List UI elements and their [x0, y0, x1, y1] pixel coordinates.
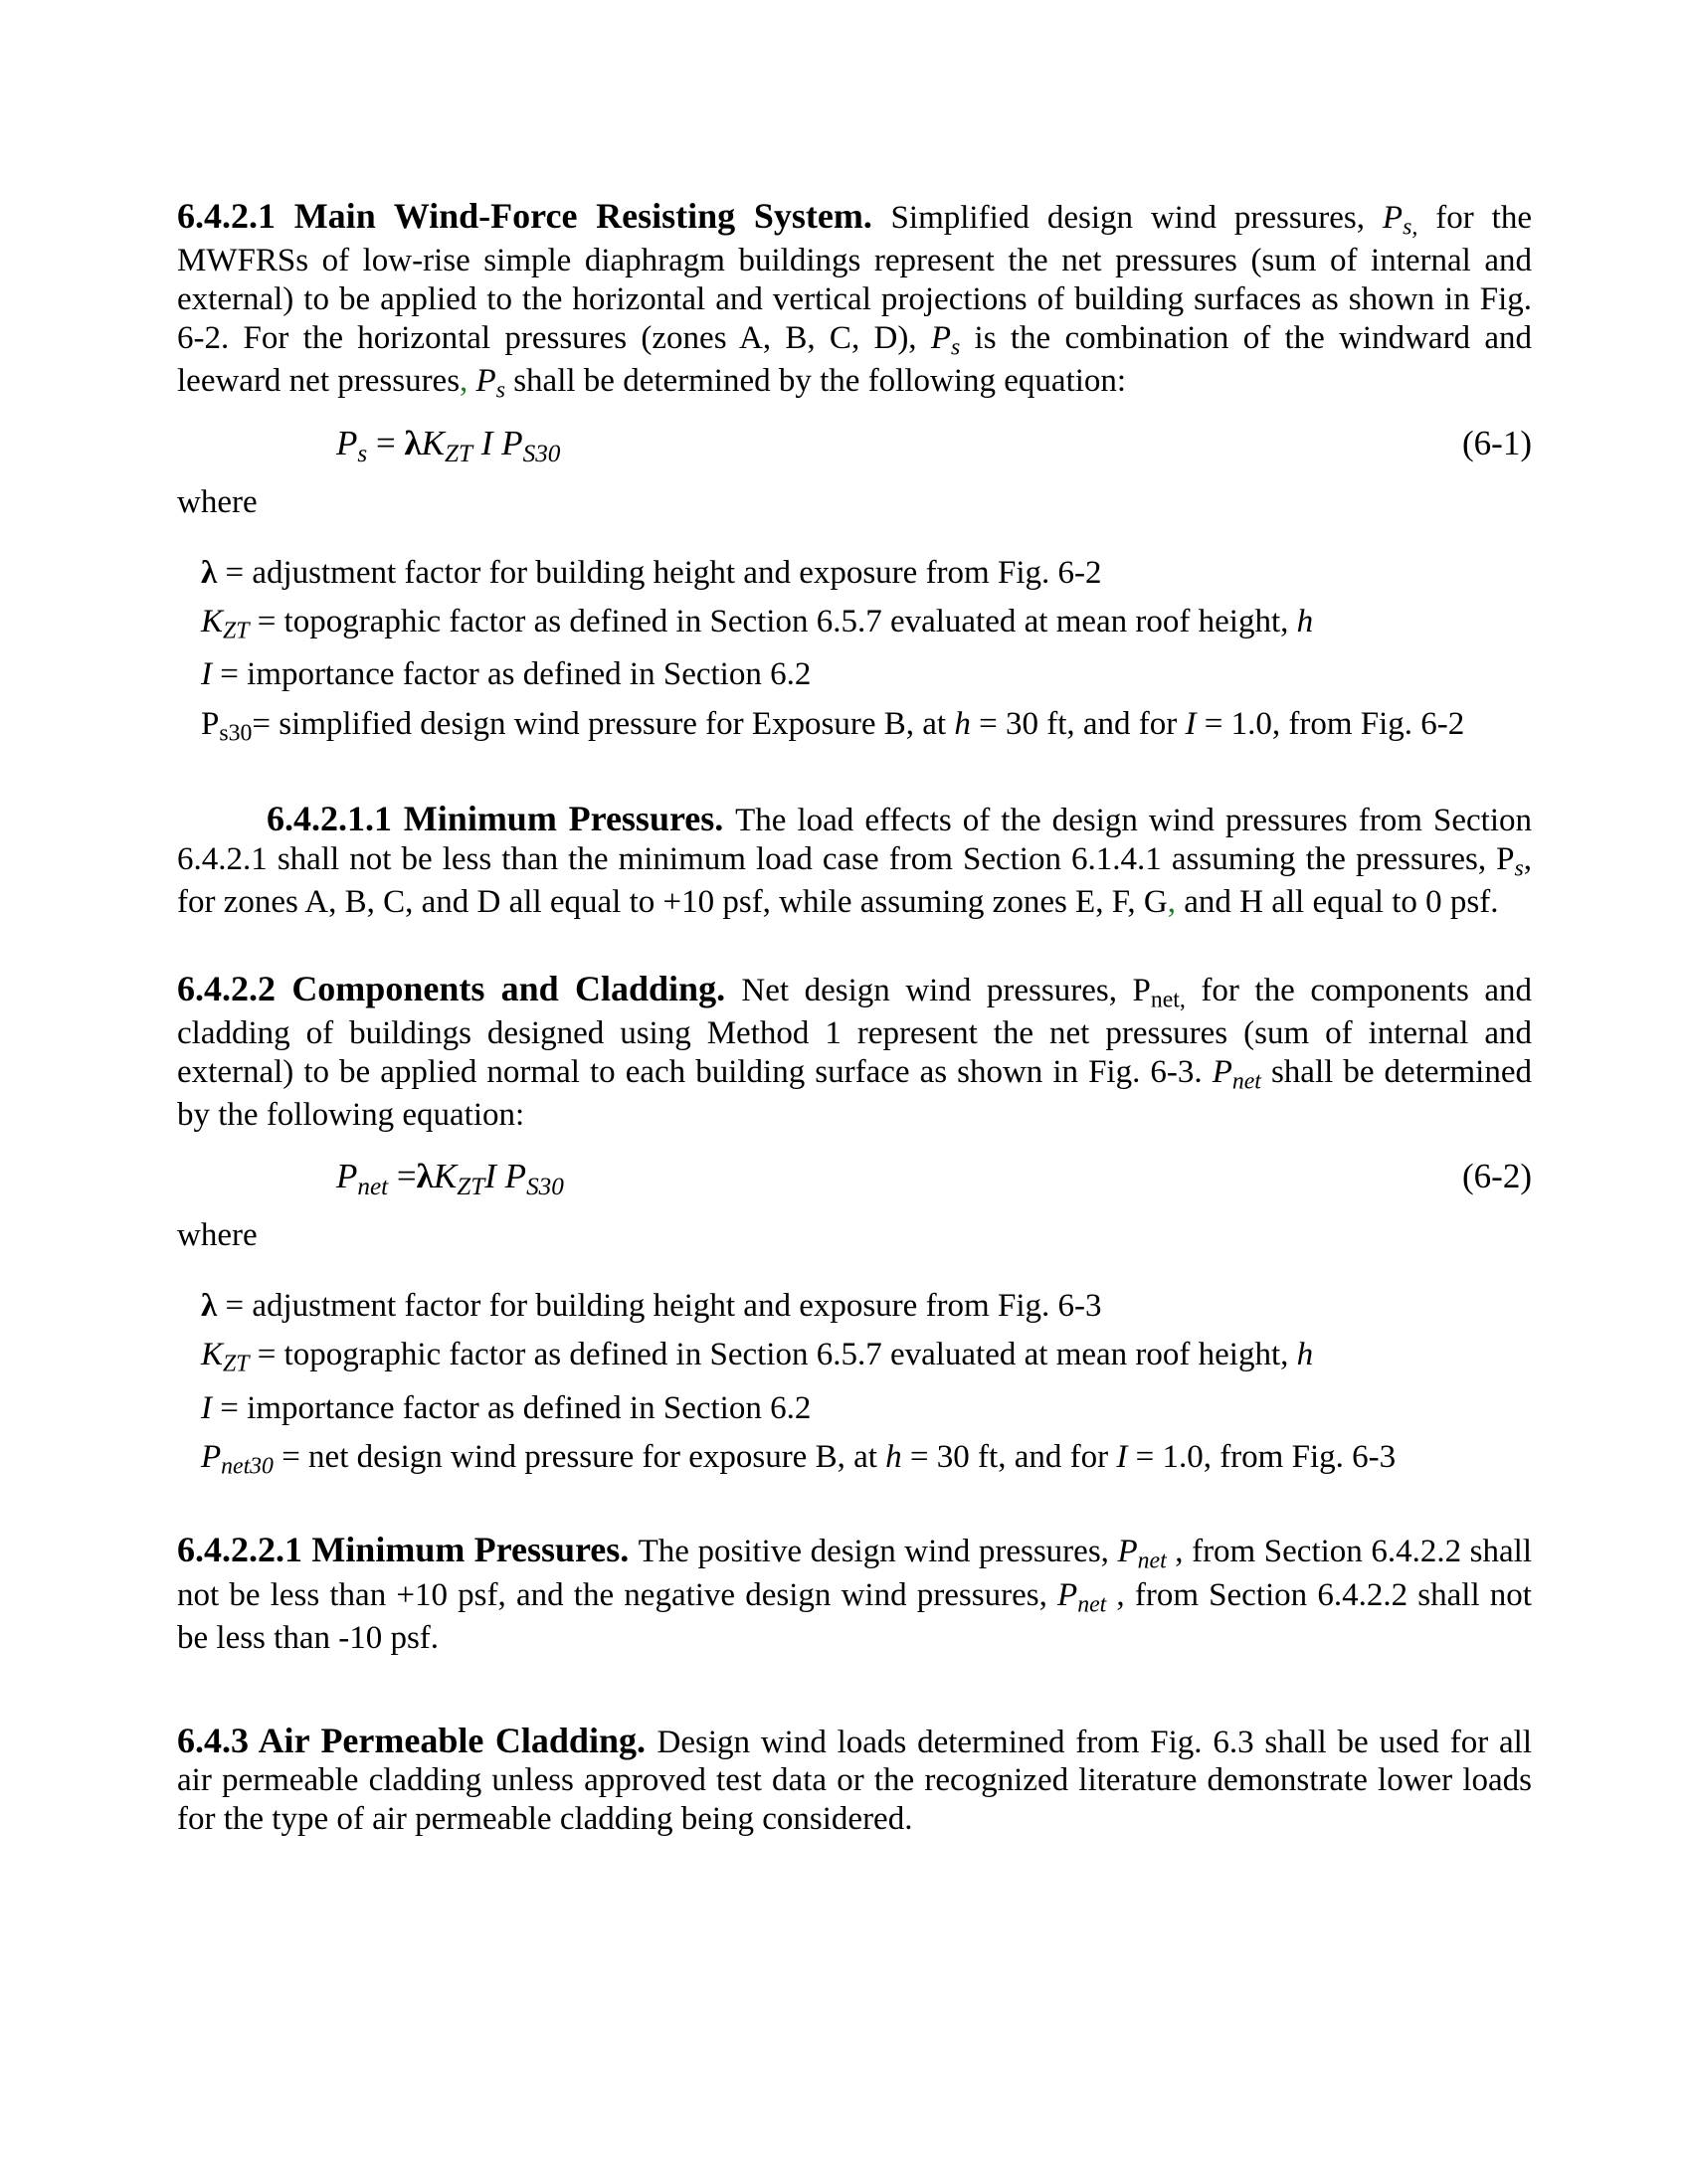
text-run: net30	[221, 1453, 274, 1480]
text-run: K	[201, 1337, 224, 1373]
text-run: Simplified design wind pressures,	[890, 200, 1383, 236]
text-run: P	[930, 319, 952, 356]
text-run: s	[951, 334, 961, 361]
text-run: The positive design wind pressures,	[638, 1534, 1118, 1570]
text-run: = importance factor as defined in Section 6.2	[212, 656, 812, 693]
text-run: 6.4.2.2 Components and Cladding.	[177, 968, 742, 1008]
text-run: P	[1117, 1534, 1138, 1570]
equation-6-1	[177, 424, 1532, 468]
text-run: I	[201, 656, 212, 693]
text-run: net,	[1150, 987, 1186, 1013]
text-run: ZT	[457, 1173, 485, 1200]
definition-item	[177, 1336, 1532, 1378]
text-run: net	[1231, 1068, 1261, 1095]
text-run: = topographic factor as defined in Section 6.5.7 evaluated at mean roof height,	[249, 604, 1297, 640]
text-run: for the MWFRSs of low-rise simple diaphragm buildings represent the net pressures (sum of internal and external) to be applied to the horizontal and vertical projections of building surfaces as shown in Fig. 6-2. For the horizontal pressures (zones A, B, C, D),	[177, 200, 1532, 356]
text-run: =	[388, 1156, 417, 1195]
where-label-1	[177, 484, 1532, 521]
equation-expression	[177, 1157, 564, 1201]
text-run: I	[472, 423, 502, 462]
definition-item	[177, 603, 1532, 645]
text-run: s30	[219, 720, 253, 747]
text-run: = topographic factor as defined in Section 6.5.7 evaluated at mean roof height,	[249, 1337, 1297, 1373]
section-6-4-2-1-heading-paragraph	[177, 195, 1532, 406]
section-6-4-2-2-paragraph	[177, 968, 1532, 1135]
text-run: s,	[1403, 214, 1418, 241]
text-run: K	[201, 604, 224, 640]
text-run: S30	[526, 1173, 564, 1200]
text-run: ,	[460, 363, 469, 400]
text-run: h	[885, 1439, 902, 1476]
definitions-6-2	[177, 1287, 1532, 1482]
text-run: S30	[522, 440, 561, 467]
text-run: h	[1296, 604, 1314, 640]
text-run: ZT	[223, 1352, 250, 1378]
text-run: = importance factor as defined in Section 6.2	[212, 1389, 812, 1426]
text-run: 6.4.3 Air Permeable Cladding.	[177, 1720, 657, 1760]
text-run: Design wind loads determined from Fig. 6.3 shall be used for all air permeable cladding unless approved test data or the recognized literature demonstrate lower loads for the type of air permeable cladding being considered.	[177, 1724, 1532, 1838]
text-run: =	[367, 423, 405, 462]
text-run: P	[1057, 1576, 1078, 1613]
text-run: shall be determined by the following equation:	[177, 1053, 1532, 1134]
text-run: λ	[201, 554, 218, 591]
equation-number: (6-2)	[1462, 1156, 1532, 1195]
equation-6-2	[177, 1157, 1532, 1201]
text-run: s	[495, 377, 505, 404]
text-run: and H all equal to 0 psf.	[1176, 884, 1499, 921]
text-run: shall be determined by the following equation:	[504, 363, 1127, 400]
text-run: for the components and cladding of buildings designed using Method 1 represent the net pressures (sum of internal and external) to be applied normal to each building surface as shown in Fig. 6-3.	[177, 972, 1532, 1090]
text-run: P	[1212, 1053, 1232, 1090]
text-run: s	[357, 440, 368, 467]
text-run: P	[336, 423, 358, 462]
text-run	[468, 363, 475, 399]
text-run: = 1.0, from Fig. 6-2	[1196, 705, 1465, 742]
text-run: 6.4.2.1 Main Wind-Force Resisting System.	[177, 196, 891, 236]
text-run: = 30 ft, and for	[970, 705, 1186, 742]
text-run: where	[177, 483, 258, 520]
text-run: net	[1137, 1548, 1167, 1575]
text-run: I	[1116, 1439, 1128, 1476]
text-run: ZT	[445, 440, 473, 467]
section-6-4-2-1-1-paragraph	[177, 798, 1532, 922]
text-run: P	[1382, 200, 1404, 236]
text-run: P	[201, 1439, 222, 1476]
text-run: P	[504, 1156, 527, 1195]
text-run: , from Section 6.4.2.2 shall not be less than +10 psf, and the negative design wind pressures,	[177, 1534, 1532, 1613]
text-run: , from Section 6.4.2.2 shall not be less than -10 psf.	[177, 1576, 1532, 1657]
text-run: = 30 ft, and for	[901, 1439, 1117, 1476]
document-content	[177, 195, 1532, 1839]
text-run: K	[433, 1156, 458, 1195]
section-6-4-3-paragraph	[177, 1720, 1532, 1839]
text-run: Net design wind pressures, P	[741, 972, 1151, 1008]
text-run: ,	[1167, 884, 1177, 921]
text-run: is the combination of the windward and leeward net pressures	[177, 319, 1532, 400]
definition-item	[177, 1438, 1532, 1481]
text-run: = simplified design wind pressure for Exposure B, at	[252, 705, 955, 742]
text-run: The load effects of the design wind pressures from Section 6.4.2.1 shall not be less than the minimum load case from Section 6.1.4.1 assuming the pressures, P	[177, 803, 1532, 877]
definitions-6-1	[177, 554, 1532, 749]
text-run: net	[1077, 1591, 1107, 1618]
equation-expression	[177, 424, 560, 468]
definition-item	[177, 705, 1532, 748]
text-run: P	[201, 705, 220, 742]
text-run: h	[1296, 1337, 1314, 1373]
text-run: , for zones A, B, C, and D all equal to +10 psf, while assuming zones E, F, G	[177, 840, 1532, 921]
text-run: λ	[404, 423, 422, 462]
text-run: = adjustment factor for building height and exposure from Fig. 6-2	[217, 554, 1102, 591]
section-6-4-2-2-1-paragraph	[177, 1529, 1532, 1657]
text-run: = adjustment factor for building height and exposure from Fig. 6-3	[217, 1287, 1102, 1324]
text-run: = net design wind pressure for exposure B, at	[273, 1439, 886, 1476]
text-run: net	[357, 1173, 389, 1200]
where-label-2	[177, 1217, 1532, 1254]
text-run: λ	[416, 1156, 434, 1195]
text-run: 6.4.2.1.1 Minimum Pressures.	[267, 799, 736, 839]
text-run: h	[954, 705, 971, 742]
text-run: where	[177, 1216, 258, 1253]
text-run: ZT	[223, 618, 250, 644]
text-run: = 1.0, from Fig. 6-3	[1127, 1439, 1397, 1476]
text-run: P	[336, 1156, 358, 1195]
text-run: P	[475, 363, 496, 400]
text-run: P	[501, 423, 523, 462]
text-run: I	[201, 1389, 212, 1426]
text-run: I	[484, 1156, 505, 1195]
text-run: λ	[201, 1287, 218, 1324]
text-run: K	[421, 423, 446, 462]
equation-number: (6-1)	[1462, 423, 1532, 462]
text-run: 6.4.2.2.1 Minimum Pressures.	[177, 1530, 639, 1570]
text-run: s	[1514, 855, 1524, 882]
definition-item	[177, 1389, 1532, 1429]
definition-item	[177, 554, 1532, 594]
definition-item	[177, 1287, 1532, 1327]
definition-item	[177, 655, 1532, 695]
text-run: I	[1185, 705, 1197, 742]
